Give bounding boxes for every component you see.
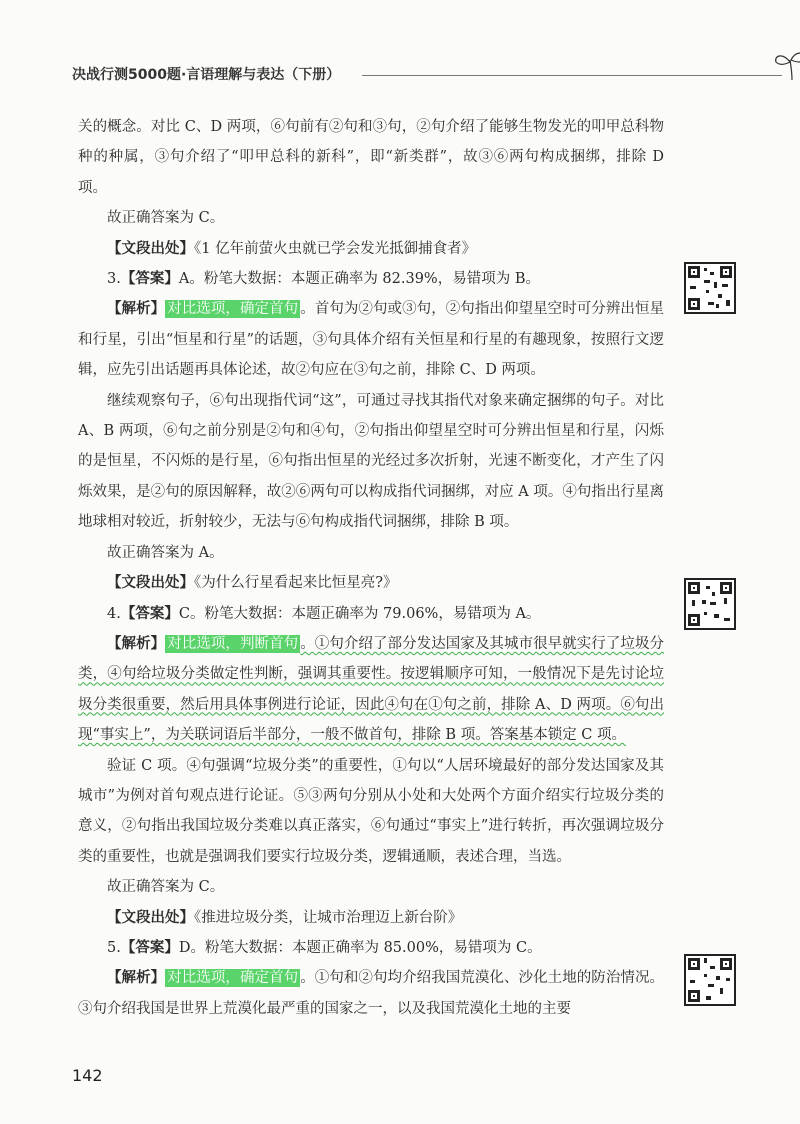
paragraph: 继续观察句子，⑥句出现指代词“这”，可通过寻找其指代对象来确定捆绑的句子。对比 A、B 两项，⑥句之前分别是②句和④句，②句指出仰望星空时可分辨出恒星和行星，闪烁的是恒星，不闪烁的是行星，⑥句指出恒星的光经过多次折射，光速不断变化，才产生了闪烁效果，是②句的原因解释，故②⑥两句可以构成指代词捆绑，对应 A 项。④句指出行星离地球相对较近，折射较少，无法与⑥句构成指代词捆绑，排除 B 项。	[78, 392, 664, 531]
header-rule	[362, 75, 782, 76]
paragraph: 故正确答案为 C。	[107, 879, 225, 896]
highlight-tag: 对比选项，判断首句	[167, 635, 299, 652]
highlight-tag: 对比选项，确定首句	[167, 301, 299, 318]
source-label: 【文段出处】	[107, 575, 194, 592]
question-number: 3.	[107, 271, 121, 288]
analysis-paragraph	[78, 294, 664, 385]
analysis-paragraph	[78, 629, 664, 751]
leaf-icon	[772, 50, 800, 84]
paragraph: 故正确答案为 C。	[107, 210, 225, 227]
paragraph: 验证 C 项。④句强调“垃圾分类”的重要性，①句以“人居环境最好的部分发达国家及其城市”为例对首句观点进行论证。⑤③两句分别从小处和大处两个方面介绍实行垃圾分类的意义，②句指出我国垃圾分类难以真正落实，⑥句通过“事实上”进行转折，再次强调垃圾分类的重要性，也就是强调我们要实行垃圾分类，逻辑通顺，表述合理，当选。	[78, 757, 664, 865]
qr-code-icon[interactable]	[684, 954, 736, 1006]
analysis-label: 【解析】	[107, 635, 166, 652]
answer-label: 【答案】	[120, 605, 179, 622]
source-label: 【文段出处】	[107, 909, 194, 926]
page-number: 142	[72, 1066, 103, 1085]
analysis-paragraph	[78, 963, 664, 1024]
source-title: 《推进垃圾分类，让城市治理迈上新台阶》	[194, 909, 463, 926]
source-label: 【文段出处】	[107, 240, 194, 257]
qr-code-icon[interactable]	[684, 578, 736, 630]
page-content	[78, 112, 664, 1024]
source-title: 《为什么行星看起来比恒星亮?》	[194, 575, 398, 592]
analysis-text: 。首句为②句或③句，②句指出仰望星空时可分辨出恒星和行星，引出“恒星和行星”的话题，③句具体介绍有关恒星和行星的有趣现象，按照行文逻辑，应先引出话题再具体论述，故②句应在③句之前，排除 C、D 两项。	[78, 301, 665, 379]
question-number: 5.	[107, 939, 121, 956]
analysis-label: 【解析】	[107, 970, 166, 987]
source-line	[78, 234, 664, 264]
answer-line	[78, 264, 664, 294]
page-header	[72, 64, 762, 88]
answer-label: 【答案】	[120, 271, 179, 288]
analysis-text: 。①句和②句均介绍我国荒漠化、沙化土地的防治情况。③句介绍我国是世界上荒漠化最严重的国家之一，以及我国荒漠化土地的主要	[78, 970, 665, 1017]
paragraph: 故正确答案为 A。	[107, 544, 224, 561]
answer-line	[78, 933, 664, 963]
answer-label: 【答案】	[120, 939, 179, 956]
answer-text: D。粉笔大数据：本题正确率为 85.00%，易错项为 C。	[178, 939, 542, 956]
source-title: 《1 亿年前萤火虫就已学会发光抵御捕食者》	[194, 240, 477, 257]
analysis-label: 【解析】	[107, 301, 166, 318]
answer-line	[78, 599, 664, 629]
qr-code-icon[interactable]	[684, 262, 736, 314]
source-line	[78, 568, 664, 598]
paragraph: 关的概念。对比 C、D 两项，⑥句前有②句和③句，②句介绍了能够生物发光的叩甲总科物种的种属，③句介绍了“叩甲总科的新科”，即“新类群”，故③⑥两句构成捆绑，排除 D 项。	[78, 119, 664, 196]
question-number: 4.	[107, 605, 121, 622]
answer-text: A。粉笔大数据：本题正确率为 82.39%，易错项为 B。	[178, 271, 540, 288]
analysis-text: 。①句介绍了部分发达国家及其城市很早就实行了垃圾分类，④句给垃圾分类做定性判断，强调其重要性。按逻辑顺序可知，一般情况下是先讨论垃圾分类很重要，然后用具体事例进行论证，因此④句在①句之前，排除 A、D 两项。⑥句出现“事实上”，为关联词语后半部分，一般不做首句，排除 B 项。答案基本锁定 C 项。	[78, 635, 665, 744]
answer-text: C。粉笔大数据：本题正确率为 79.06%，易错项为 A。	[178, 605, 541, 622]
source-line	[78, 903, 664, 933]
header-title: 决战行测5000题·言语理解与表达（下册）	[72, 64, 348, 84]
highlight-tag: 对比选项，确定首句	[167, 970, 299, 987]
